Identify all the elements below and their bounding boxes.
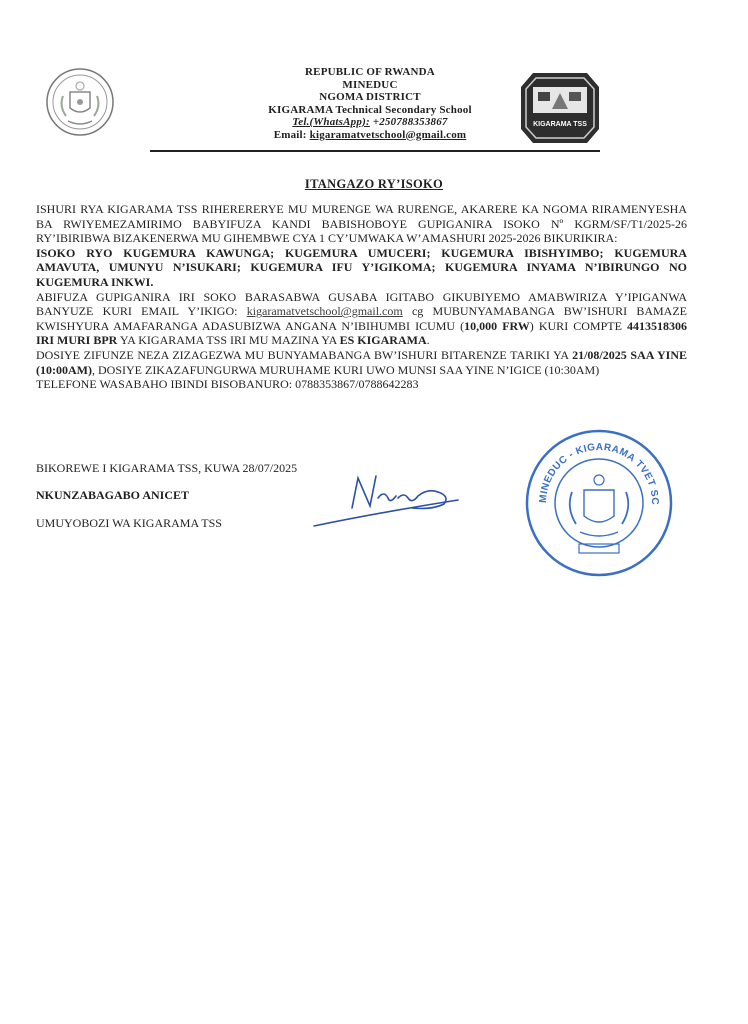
- intro-paragraph: ISHURI RYA KIGARAMA TSS RIHERERERYE MU MURENGE WA RURENGE, AKARERE KA NGOMA RIRAMENYESHA BA RWIYEMEZAMIRIMO BABYIFUZA KANDI BABISHOBOYE GUPIGANIRA ISOKO Nº KGRM/SF/T1/2025-26 RY’IBIRIBWA BIZAKENERWA MU GIHEMBWE CYA 1 CY’UMWAKA W’AMASHURI 2025-2026 BIKURIKIRA:: [36, 202, 687, 246]
- application-text-e: .: [426, 333, 430, 348]
- application-text-c: ) KURI COMPTE: [529, 318, 627, 333]
- school-email-link[interactable]: kigaramatvetschool@gmail.com: [246, 304, 403, 319]
- official-stamp: [524, 428, 674, 578]
- phone-value: +250788353867: [372, 116, 448, 128]
- account-name: ES KIGARAMA: [339, 333, 427, 348]
- application-text-b: cg MUBUNYAMABANGA BW’ISHURI BAMAZE KWISHYURA AMAFARANGA ADASUBIZWA ANGANA N’IBIHUMBI ICUMU (: [36, 304, 687, 333]
- republic-line: REPUBLIC OF RWANDA: [305, 66, 435, 78]
- fee-amount: 10,000 FRW: [464, 318, 530, 333]
- signer-name: NKUNZABAGABO ANICET: [36, 488, 190, 502]
- email-label: Email:: [273, 128, 307, 141]
- deadline-date: 21/08/2025 SAA YINE (10:00AM): [36, 347, 687, 377]
- document-body: [36, 202, 687, 392]
- handwritten-signature: [312, 468, 462, 530]
- school-name: KIGARAMA Technical Secondary School: [268, 103, 472, 116]
- email-value[interactable]: kigaramatvetschool@gmail.com: [309, 128, 467, 141]
- phone-paragraph: TELEFONE WASABAHO IBINDI BISOBANURO: 0788353867/0788642283: [36, 377, 419, 392]
- rwanda-coat-of-arms-logo: [44, 66, 116, 138]
- document-title: ITANGAZO RY’ISOKO: [304, 177, 444, 191]
- application-text-d: YA KIGARAMA TSS IRI MU MAZINA YA: [117, 333, 340, 348]
- district-line: NGOMA DISTRICT: [319, 91, 421, 103]
- tender-items: ISOKO RYO KUGEMURA KAWUNGA; KUGEMURA UMUCERI; KUGEMURA IBISHYIMBO; KUGEMURA AMAVUTA, UMUNYU N’ISUKARI; KUGEMURA IFU Y’IGIKOMA; KUGEMURA INYAMA N’IBIRUNGO NO KUGEMURA INKWI.: [36, 245, 687, 289]
- header-divider: [150, 150, 600, 152]
- application-paragraph: [36, 290, 687, 348]
- issue-date: BIKOREWE I KIGARAMA TSS, KUWA 28/07/2025: [36, 461, 298, 475]
- deadline-paragraph: [36, 348, 687, 377]
- application-text-a: ABIFUZA GUPIGANIRA IRI SOKO BARASABWA GUSABA IGITABO GIKUBIYEMO AMABWIRIZA Y’IPIGANWA BANYUZE KURI EMAIL Y’IKIGO:: [36, 289, 687, 319]
- signer-role: UMUYOBOZI WA KIGARAMA TSS: [36, 516, 222, 530]
- deadline-text-a: DOSIYE ZIFUNZE NEZA ZIZAGEZWA MU BUNYAMABANGA BW’ISHURI BITARENZE TARIKI YA: [36, 347, 573, 362]
- phone-label: Tel.(WhatsApp):: [292, 116, 370, 128]
- ministry-line: MINEDUC: [342, 78, 398, 91]
- kigarama-tss-logo: [519, 71, 601, 145]
- bank-account: 4413518306 IRI MURI BPR: [36, 318, 687, 348]
- deadline-text-b: , DOSIYE ZIKAZAFUNGURWA MURUHAME KURI UWO MUNSI SAA YINE N’IGICE (10:30AM): [91, 362, 600, 377]
- logo-text: KIGARAMA TSS: [533, 121, 587, 128]
- stamp-ring-text: MINEDUC - KIGARAMA TVET SC: [537, 441, 661, 506]
